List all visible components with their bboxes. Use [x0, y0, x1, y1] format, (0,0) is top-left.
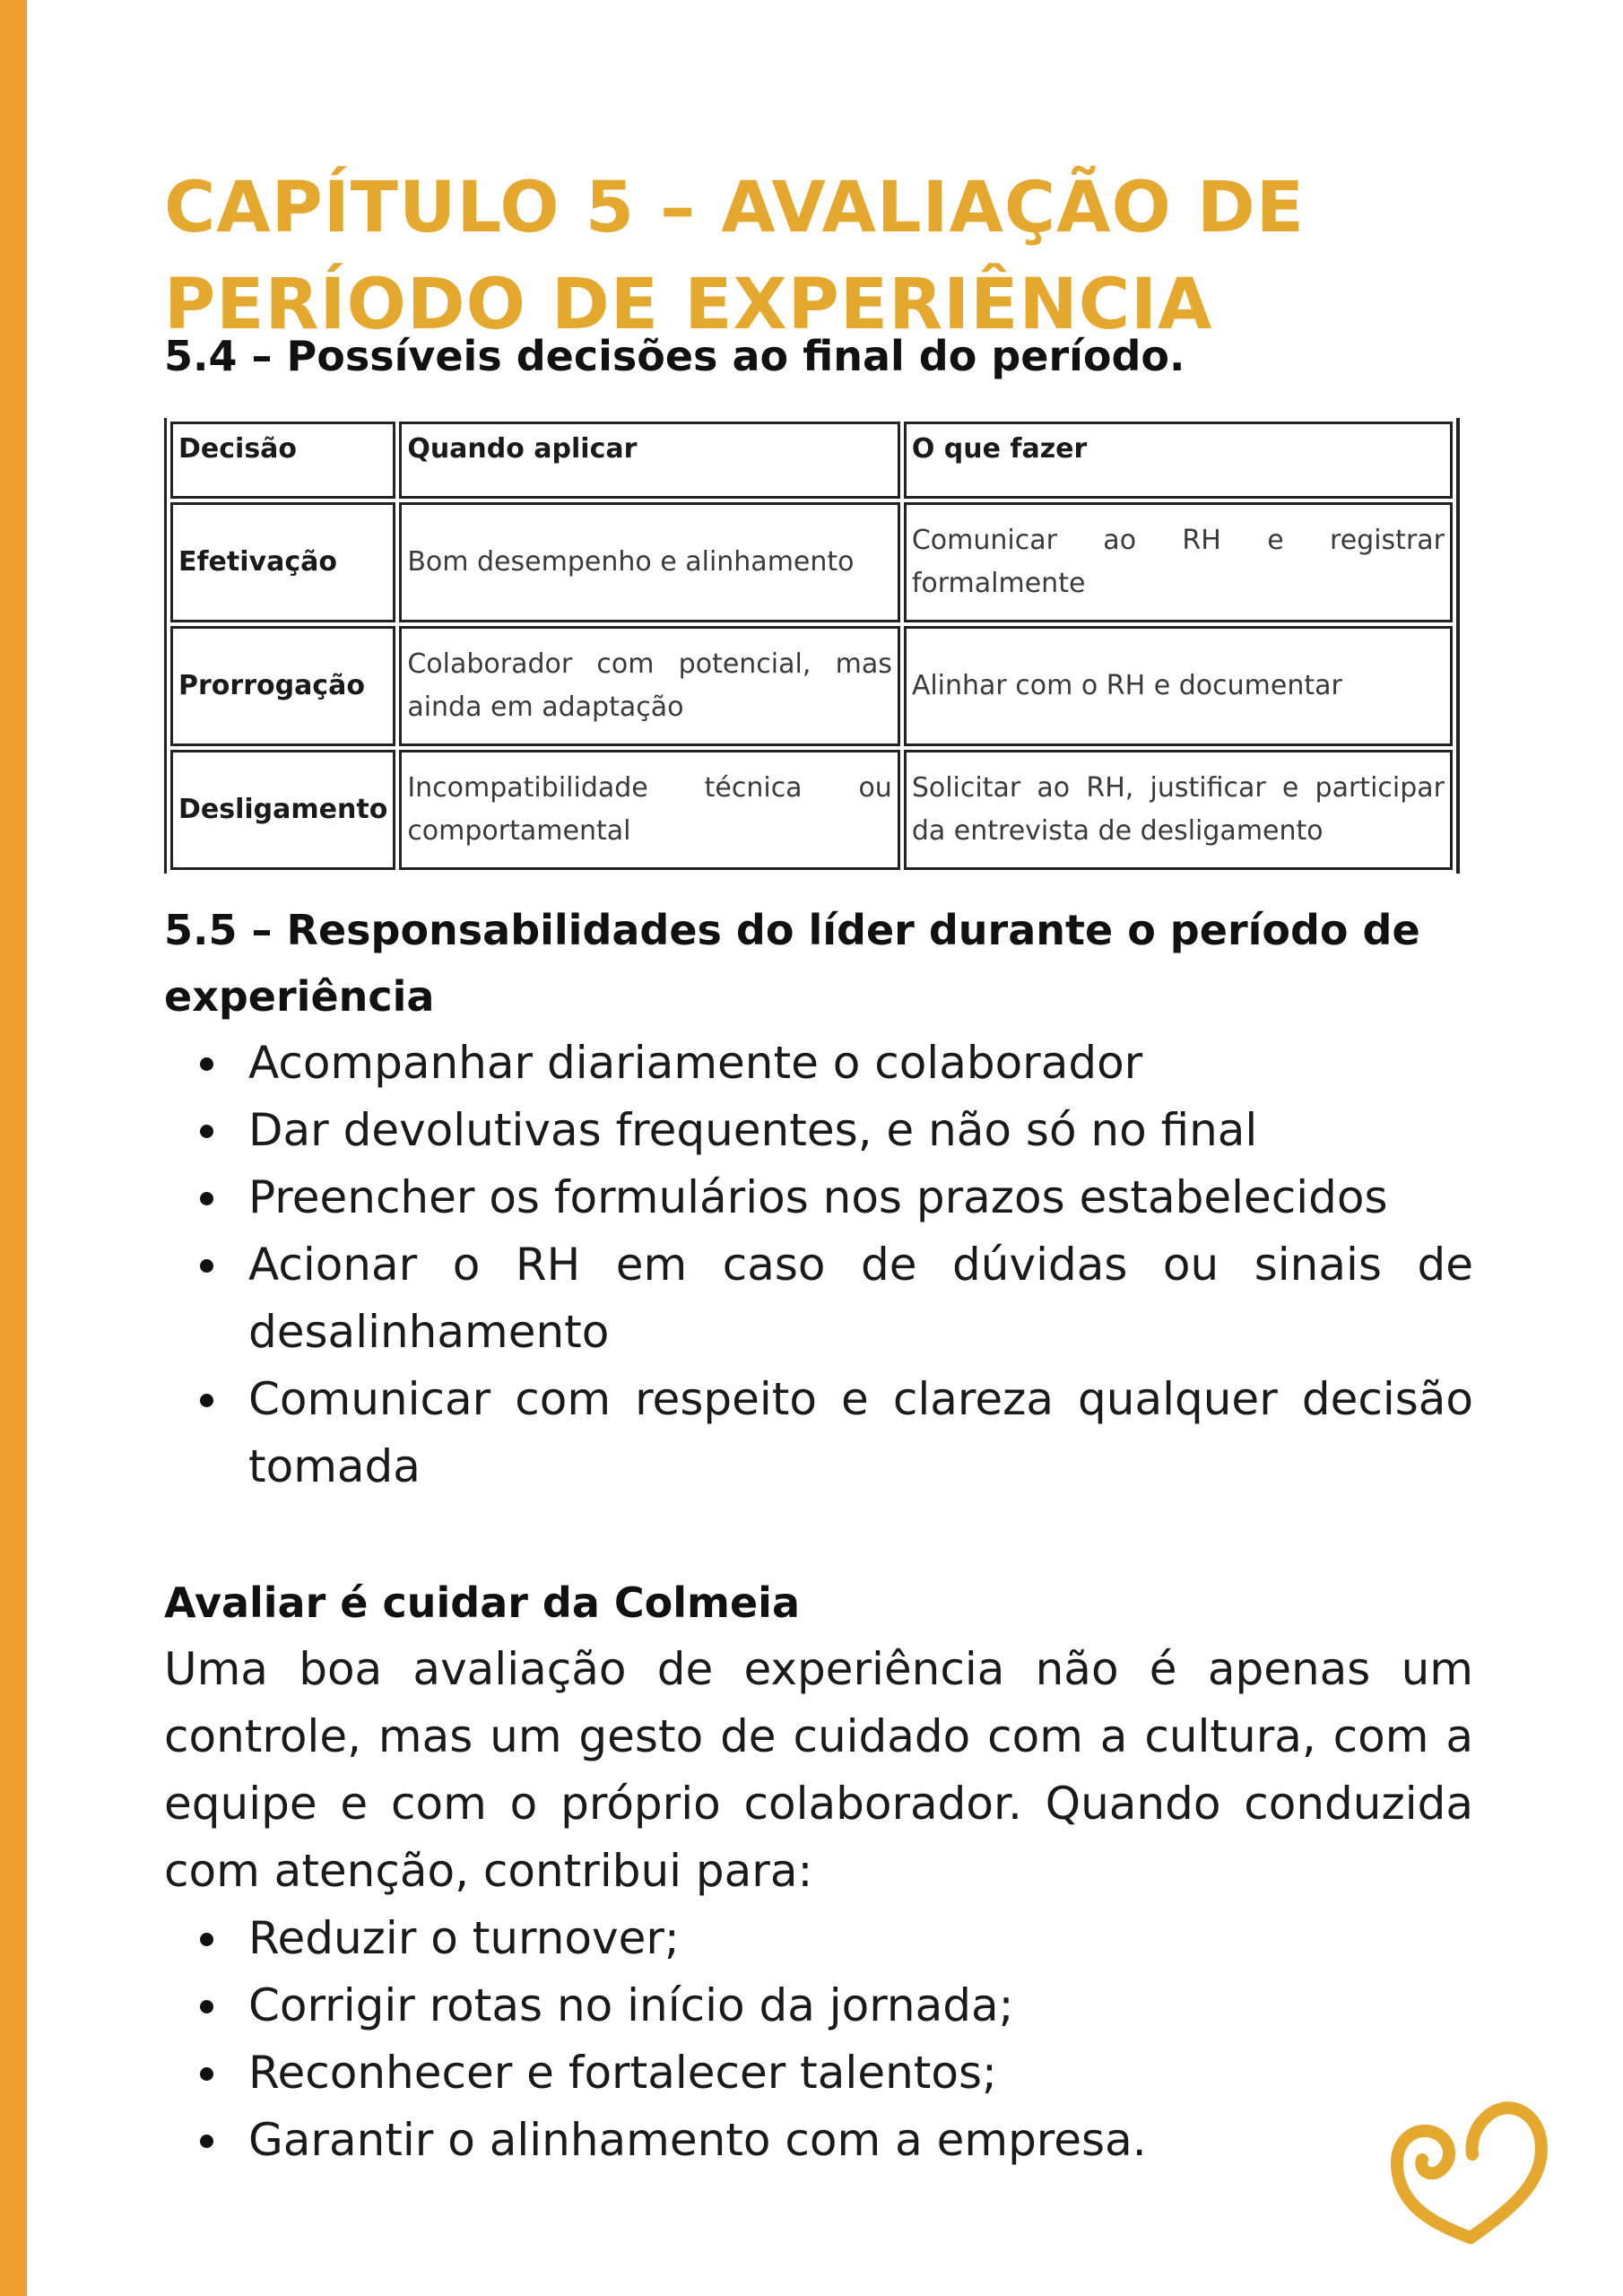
table-cell-when: Colaborador com potencial, mas ainda em adaptação — [399, 626, 900, 746]
list-item: Acionar o RH em caso de dúvidas ou sinais de desalinhamento — [164, 1231, 1473, 1366]
table-cell-when: Bom desempenho e alinhamento — [399, 502, 900, 622]
closing-heading: Avaliar é cuidar da Colmeia — [164, 1578, 800, 1627]
section-5-4-heading: 5.4 – Possíveis decisões ao final do período. — [164, 332, 1185, 380]
section-5-5 — [164, 897, 1473, 1500]
table-header-cell: O que fazer — [904, 422, 1453, 499]
responsibilities-list — [164, 1030, 1473, 1500]
table-row — [170, 750, 1453, 870]
list-item: Garantir o alinhamento com a empresa. — [164, 2107, 1473, 2174]
list-item: Preencher os formulários nos prazos estabelecidos — [164, 1164, 1473, 1231]
table-cell-decision: Efetivação — [170, 502, 395, 622]
table-header-row — [170, 422, 1453, 499]
table-cell-decision: Desligamento — [170, 750, 395, 870]
table-header-cell: Decisão — [170, 422, 395, 499]
list-item: Corrigir rotas no início da jornada; — [164, 1972, 1473, 2039]
table-cell-action: Alinhar com o RH e documentar — [904, 626, 1453, 746]
table-row — [170, 626, 1453, 746]
list-item: Acompanhar diariamente o colaborador — [164, 1030, 1473, 1097]
chapter-title-line-2: PERÍODO DE EXPERIÊNCIA — [164, 265, 1213, 345]
chapter-title-line-1: CAPÍTULO 5 – AVALIAÇÃO DE — [164, 168, 1306, 248]
list-item: Comunicar com respeito e clareza qualquer decisão tomada — [164, 1366, 1473, 1500]
closing-paragraph: Uma boa avaliação de experiência não é apenas um controle, mas um gesto de cuidado com a cultura, com a equipe e com o próprio colaborador. Quando conduzida com atenção, contribui para: — [164, 1643, 1473, 1897]
table-cell-decision: Prorrogação — [170, 626, 395, 746]
table-row — [170, 502, 1453, 622]
list-item: Dar devolutivas frequentes, e não só no final — [164, 1097, 1473, 1164]
section-5-5-heading: 5.5 – Responsabilidades do líder durante o período de experiência — [164, 906, 1420, 1021]
benefits-list — [164, 1905, 1473, 2174]
heart-logo-icon — [1381, 2090, 1560, 2260]
decisions-table — [164, 418, 1460, 874]
side-accent-bar — [0, 0, 27, 2296]
table-cell-when: Incompatibilidade técnica ou comportamental — [399, 750, 900, 870]
list-item: Reconhecer e fortalecer talentos; — [164, 2039, 1473, 2107]
closing-section — [164, 1570, 1473, 2174]
table-cell-action: Solicitar ao RH, justificar e participar da entrevista de desligamento — [904, 750, 1453, 870]
list-item: Reduzir o turnover; — [164, 1905, 1473, 1972]
table-header-cell: Quando aplicar — [399, 422, 900, 499]
table-cell-action: Comunicar ao RH e registrar formalmente — [904, 502, 1453, 622]
